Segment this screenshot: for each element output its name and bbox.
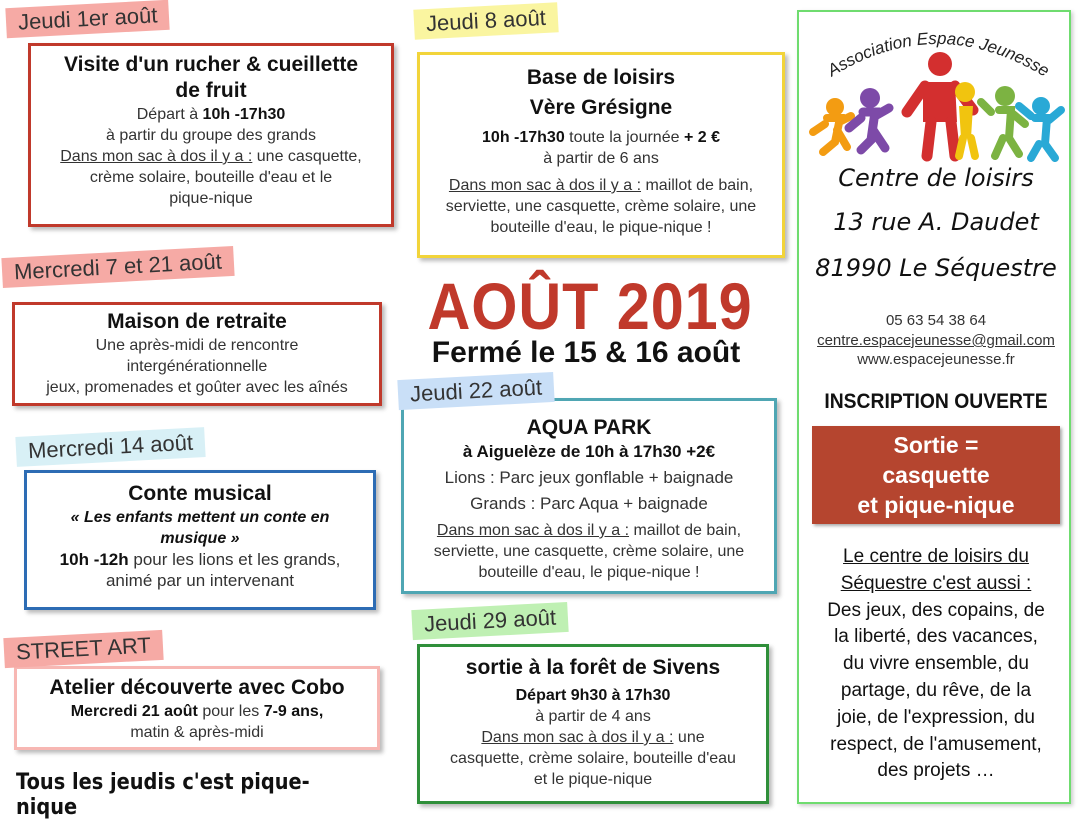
event-desc-1: « Les enfants mettent un conte en	[70, 509, 330, 526]
event-age: à partir du groupe des grands	[106, 127, 316, 144]
event-title: sortie à la forêt de Sivens	[465, 656, 721, 679]
event-title: Visite d'un rucher & cueillette	[63, 53, 359, 76]
event-bag-3: pique-nique	[169, 190, 253, 207]
aussi-block	[799, 544, 1073, 785]
event-desc-1: Une après-midi de rencontre	[95, 337, 299, 354]
event-bag: Dans mon sac à dos il y a : maillot de bain,	[436, 522, 742, 539]
event-bag-2: casquette, crème solaire, bouteille d'eau	[450, 750, 736, 767]
event-time: Départ 9h30 à 17h30	[515, 687, 671, 704]
event-bag-2: serviette, une casquette, crème solaire, une	[433, 543, 745, 560]
event-bag: Dans mon sac à dos il y a : maillot de bain,	[448, 177, 754, 194]
event-title: Maison de retraite	[107, 310, 287, 333]
event-desc-1: Lions : Parc jeux gonflable + baignade	[444, 468, 734, 487]
event-time: Départ à 10h -17h30	[136, 106, 286, 123]
event-age: à partir de 4 ans	[535, 708, 651, 725]
aussi-heading-1: Le centre de loisirs du	[843, 546, 1029, 567]
date-tag-mercredi-7-21: Mercredi 7 et 21 août	[1, 246, 234, 288]
email-link[interactable]: centre.espacejeunesse@gmail.com	[817, 332, 1055, 349]
aussi-line-4: partage, du rêve, de la	[840, 679, 1032, 701]
event-time: 10h -17h30 toute la journée + 2 €	[482, 129, 720, 146]
event-title-2: de fruit	[175, 79, 247, 102]
event-bag-3: bouteille d'eau, le pique-nique !	[490, 219, 712, 236]
date-tag-jeudi-8: Jeudi 8 août	[413, 2, 558, 39]
event-desc-2: musique »	[160, 530, 240, 547]
event-card-foret-sivens	[417, 644, 769, 804]
event-card-street-art	[14, 666, 380, 750]
aussi-line-2: la liberté, des vacances,	[834, 626, 1038, 648]
poster-title: AOÛT 2019	[427, 269, 753, 343]
address-line-3: 81990 Le Séquestre	[815, 254, 1057, 282]
date-tag-jeudi-29: Jeudi 29 août	[411, 602, 568, 640]
aussi-line-5: joie, de l'expression, du	[837, 706, 1035, 728]
event-title-2: Vère Grésigne	[529, 96, 673, 119]
event-age: à partir de 6 ans	[543, 150, 659, 167]
aussi-line-3: du vivre ensemble, du	[843, 653, 1029, 675]
event-desc-3: jeux, promenades et goûter avec les aînés	[46, 379, 348, 396]
sortie-banner	[812, 426, 1060, 524]
date-tag-street-art: STREET ART	[3, 630, 163, 668]
event-desc-2: intergénérationnelle	[126, 358, 268, 375]
event-time: à Aiguelèze de 10h à 17h30 +2€	[462, 442, 716, 461]
sortie-line-3: et pique-nique	[857, 492, 1015, 518]
event-title: Conte musical	[128, 482, 272, 505]
event-desc-1: matin & après-midi	[130, 724, 264, 741]
address-line-2: 13 rue A. Daudet	[833, 208, 1039, 236]
event-bag: Dans mon sac à dos il y a : une	[481, 729, 705, 746]
aussi-line-1: Des jeux, des copains, de	[827, 599, 1045, 621]
event-desc-2: Grands : Parc Aqua + baignade	[470, 494, 708, 513]
address-line-1: Centre de loisirs	[838, 164, 1034, 192]
event-bag-3: et le pique-nique	[533, 771, 653, 788]
event-bag-3: bouteille d'eau, le pique-nique !	[478, 564, 700, 581]
event-time: Mercredi 21 août pour les 7-9 ans,	[70, 703, 324, 720]
aussi-heading-2: Séquestre c'est aussi :	[840, 572, 1032, 594]
event-card-rucher	[28, 43, 394, 227]
footer-note: Tous les jeudis c'est pique-nique	[16, 770, 310, 820]
event-title: Base de loisirs	[526, 66, 676, 89]
org-name: Association Espace Jeunesse	[824, 28, 1053, 81]
sortie-line-1: Sortie =	[893, 432, 979, 458]
aussi-line-6: respect, de l'amusement,	[830, 733, 1042, 755]
event-card-maison-retraite	[12, 302, 382, 406]
event-card-conte-musical	[24, 470, 376, 610]
sidebar-panel	[797, 10, 1071, 804]
event-title: AQUA PARK	[526, 416, 652, 439]
logo-figures	[805, 52, 1065, 162]
event-bag: Dans mon sac à dos il y a : une casquette,	[60, 148, 362, 165]
event-title: Atelier découverte avec Cobo	[49, 676, 345, 699]
event-card-base-loisirs	[417, 52, 785, 258]
event-time: 10h -12h pour les lions et les grands,	[59, 550, 341, 569]
phone-number: 05 63 54 38 64	[885, 312, 987, 329]
aussi-line-7: des projets …	[877, 760, 995, 782]
sortie-line-2: casquette	[882, 462, 990, 488]
event-desc-3: animé par un intervenant	[105, 571, 295, 590]
event-bag-2: crème solaire, bouteille d'eau et le	[89, 169, 333, 186]
date-tag-jeudi-22: Jeudi 22 août	[397, 372, 554, 410]
website-link[interactable]: www.espacejeunesse.fr	[857, 351, 1015, 368]
closed-notice: Fermé le 15 & 16 août	[431, 336, 741, 369]
date-tag-jeudi-1: Jeudi 1er août	[5, 0, 170, 38]
event-bag-2: serviette, une casquette, crème solaire, une	[445, 198, 757, 215]
inscription-notice: INSCRIPTION OUVERTE	[824, 390, 1048, 413]
event-card-aqua-park	[401, 398, 777, 594]
date-tag-mercredi-14: Mercredi 14 août	[15, 427, 205, 467]
